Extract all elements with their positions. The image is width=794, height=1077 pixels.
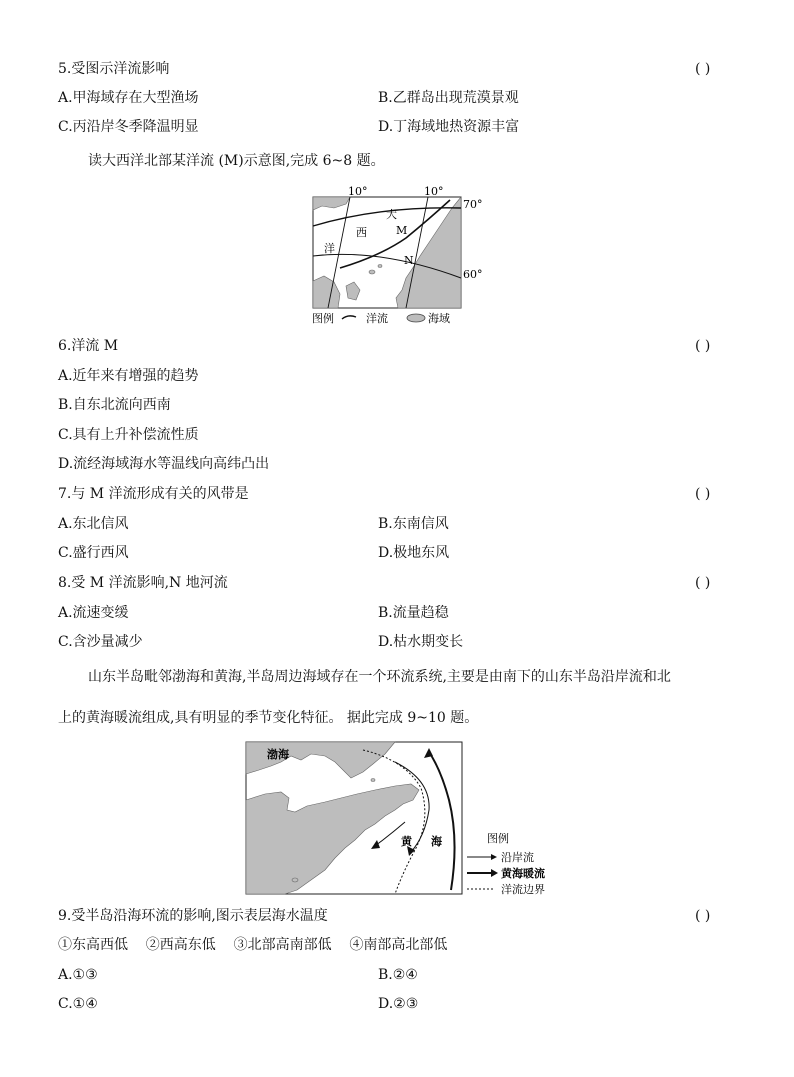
question-6-stem: 6.洋流 M [58,338,119,354]
option-d: D.丁海域地热资源丰富 [378,119,520,135]
option-a: A.东北信风 [58,516,129,532]
legend-sea-label: 海域 [428,312,450,325]
option-d: D.枯水期变长 [378,634,464,650]
option-b: B.流量趋稳 [378,605,449,621]
option-b: B.乙群岛出现荒漠景观 [378,90,519,106]
label-yang: 洋 [324,242,335,255]
intro-6-8: 读大西洋北部某洋流 (M)示意图,完成 6~8 题。 [88,153,385,169]
option-a: A.①③ [58,967,98,983]
label-huang: 黄 [401,835,412,848]
legend-warm-label: 黄海暖流 [501,867,545,880]
lat-label-60: 60° [463,268,483,281]
lat-label-70: 70° [463,198,483,211]
choice-statements: ①东高西低 ②西高东低 ③北部高南部低 ④南部高北部低 [58,937,448,953]
legend-boundary-label: 洋流边界 [501,883,545,896]
label-xi: 西 [356,226,367,239]
option-c: C.①④ [58,996,98,1012]
legend-current-symbol [342,316,356,319]
legend-title: 图例 [487,832,509,845]
option-b: B.东南信风 [378,516,449,532]
north-atlantic-map [310,186,490,326]
shandong-peninsula-map [245,740,565,898]
option-d: D.②③ [378,996,419,1012]
label-bohai: 渤海 [267,748,289,761]
question-9-stem: 9.受半岛沿海环流的影响,图示表层海水温度 [58,908,328,924]
legend-coastal-label: 沿岸流 [501,851,534,864]
answer-parentheses: ( ) [695,575,711,591]
option-a: A.甲海域存在大型渔场 [58,90,199,106]
option-c: C.丙沿岸冬季降温明显 [58,119,199,135]
answer-parentheses: ( ) [695,908,711,924]
label-da: 大 [386,208,397,221]
legend-title: 图例 [312,312,334,325]
option-d: D.流经海域海水等温线向高纬凸出 [58,456,270,472]
question-5-stem: 5.受图示洋流影响 [58,61,170,77]
option-c: C.具有上升补偿流性质 [58,427,199,443]
option-a: A.近年来有增强的趋势 [58,368,199,384]
legend-sea-symbol [407,314,425,322]
lon-label-1: 10° [348,186,368,198]
option-b: B.自东北流向西南 [58,397,171,413]
question-8-stem: 8.受 M 洋流影响,N 地河流 [58,575,228,591]
intro-9-10-line2: 上的黄海暖流组成,具有明显的季节变化特征。 据此完成 9~10 题。 [58,710,479,726]
intro-9-10-line1: 山东半岛毗邻渤海和黄海,半岛周边海域存在一个环流系统,主要是由南下的山东半岛沿岸流和北 [88,669,671,685]
legend-current-label: 洋流 [366,312,388,325]
option-d: D.极地东风 [378,545,450,561]
lon-label-2: 10° [424,186,444,198]
question-7-stem: 7.与 M 洋流形成有关的风带是 [58,486,249,502]
label-m: M [396,224,408,237]
option-c: C.含沙量减少 [58,634,143,650]
option-a: A.流速变缓 [58,605,129,621]
option-b: B.②④ [378,967,418,983]
label-hai: 海 [431,835,442,848]
answer-parentheses: ( ) [695,61,711,77]
answer-parentheses: ( ) [695,338,711,354]
answer-parentheses: ( ) [695,486,711,502]
option-c: C.盛行西风 [58,545,129,561]
label-n: N [404,254,414,267]
